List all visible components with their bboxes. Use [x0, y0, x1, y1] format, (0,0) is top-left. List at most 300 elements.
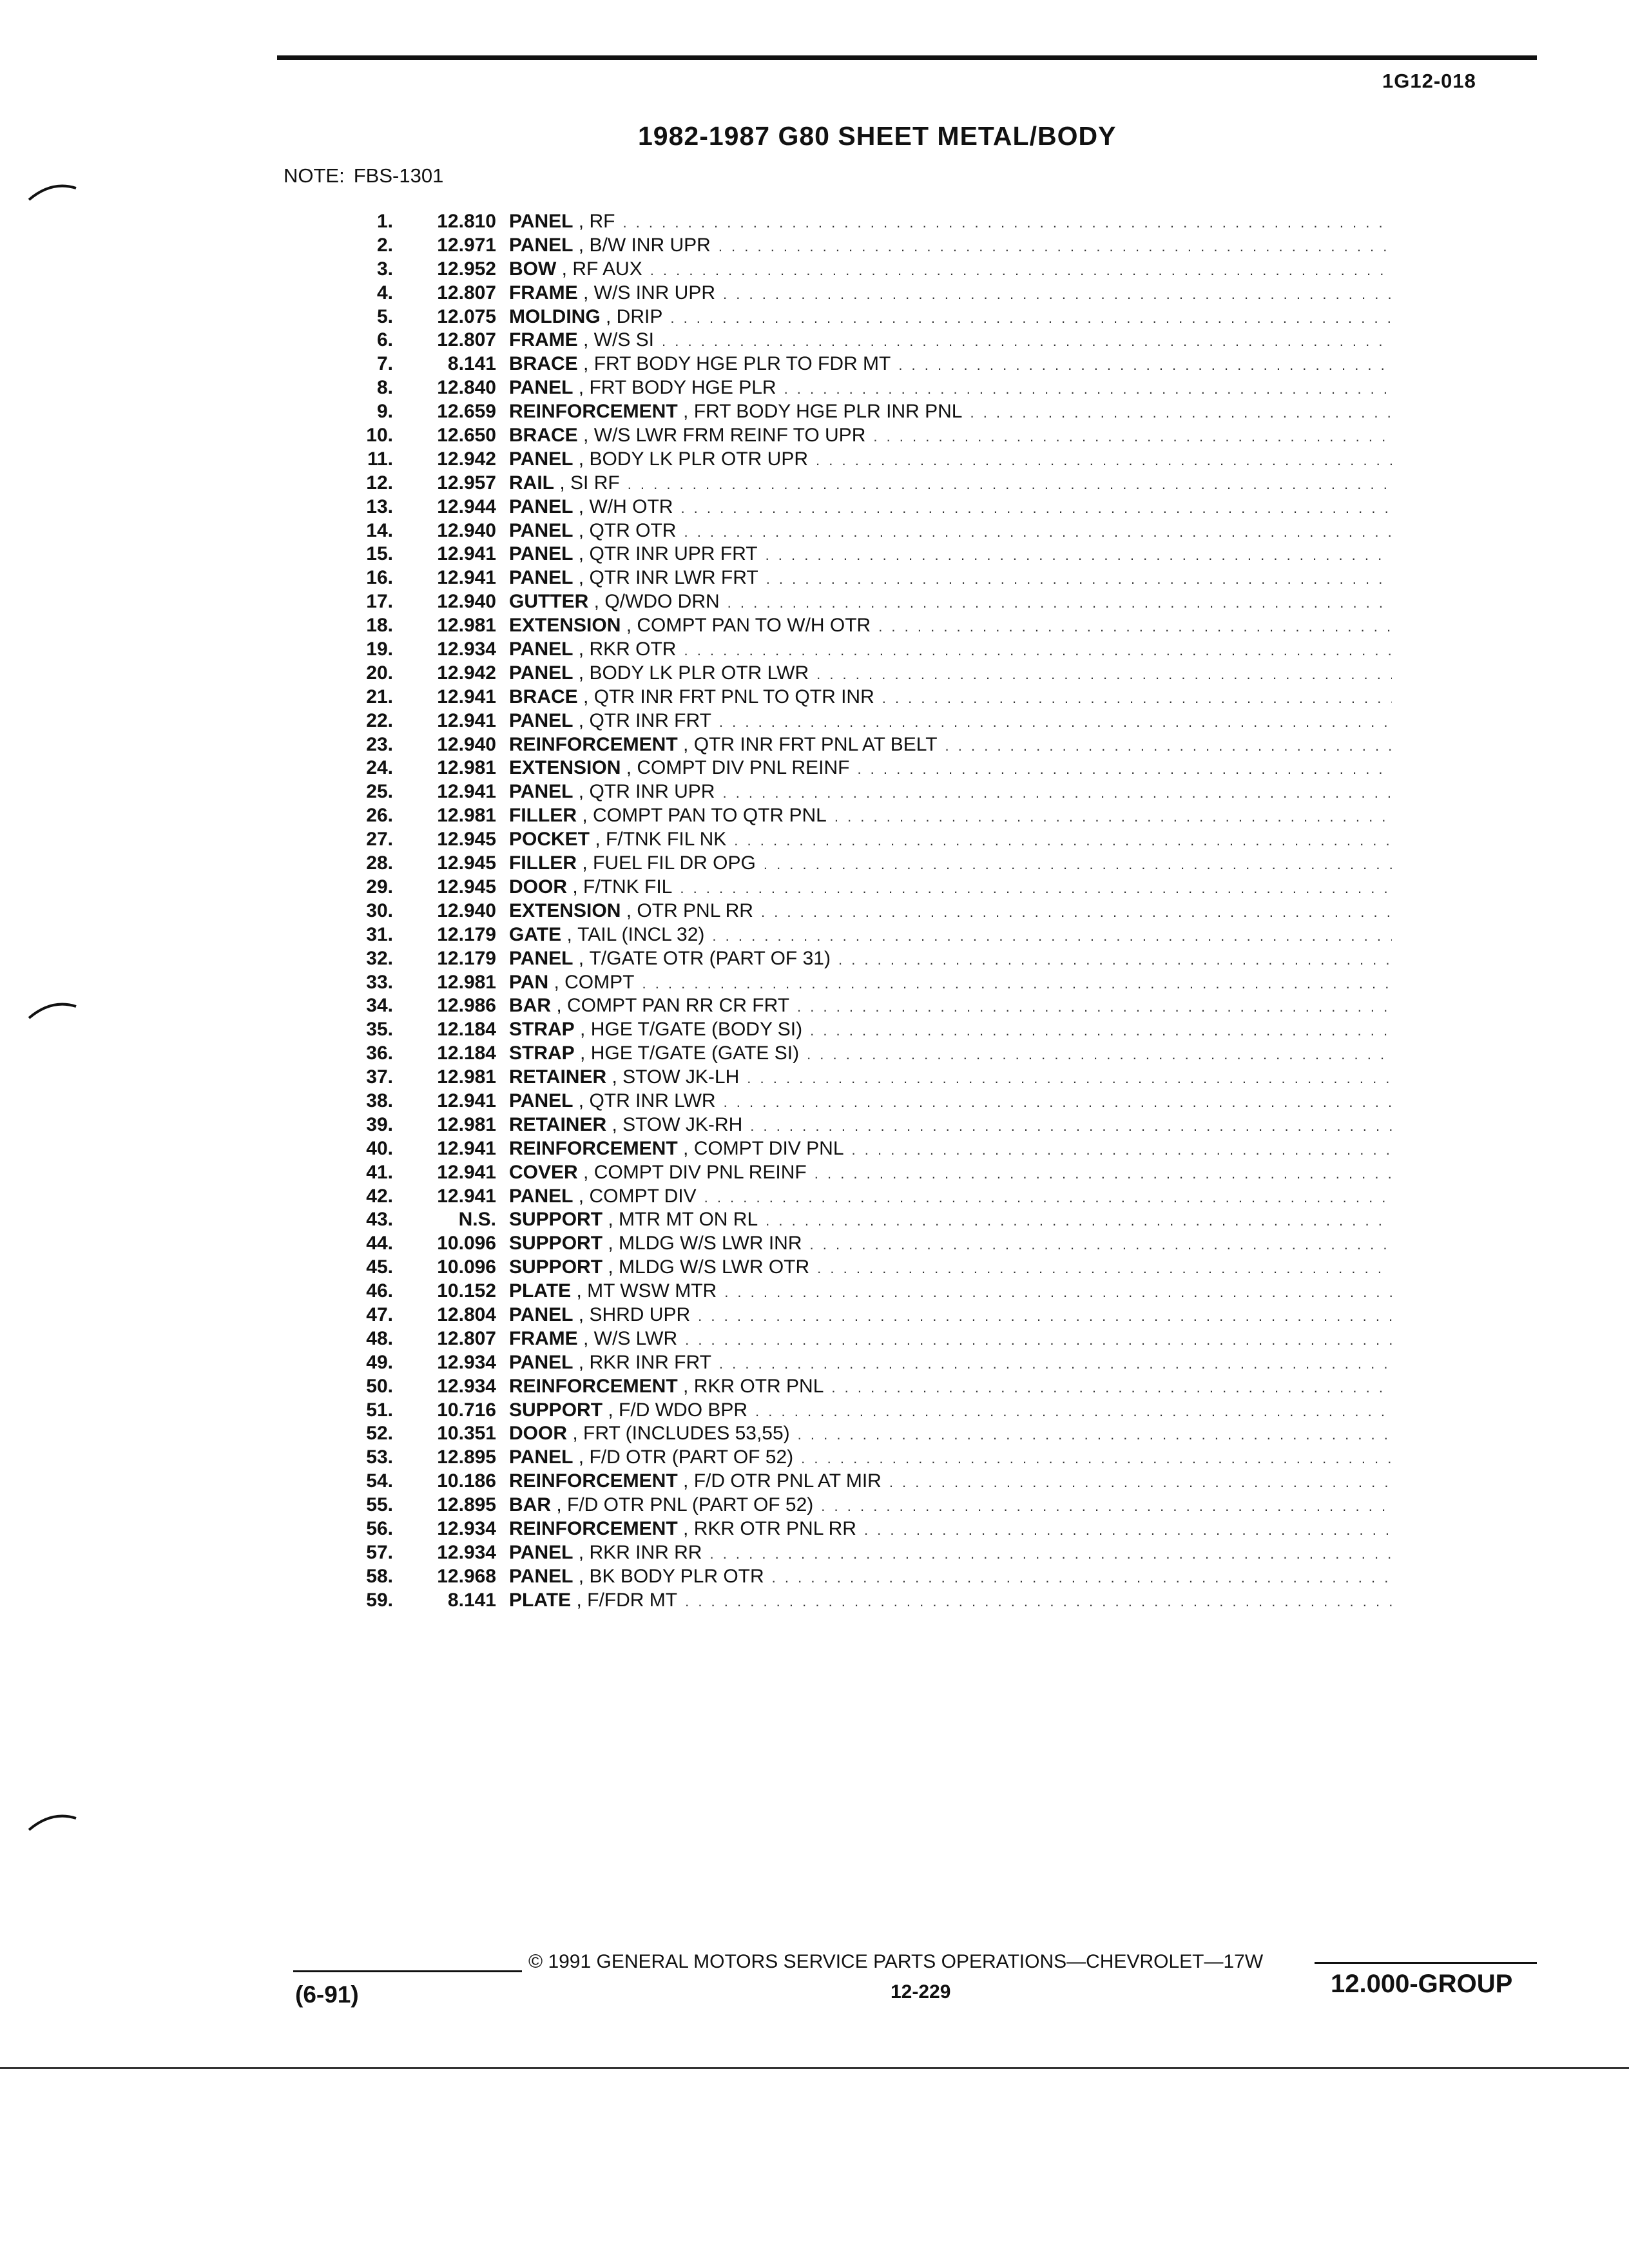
group-number: 12.895	[437, 1446, 496, 1468]
list-item	[335, 733, 1392, 757]
group-number: 12.981	[437, 1113, 496, 1135]
list-item	[335, 543, 1392, 566]
part-name: REINFORCEMENT	[509, 1470, 678, 1492]
item-number: 14.	[366, 519, 393, 541]
part-separator: ,	[574, 1043, 591, 1064]
group-number: 10.096	[437, 1256, 496, 1278]
group-number: 12.945	[437, 829, 496, 850]
part-description: F/TNK FIL NK	[606, 829, 727, 850]
list-item	[335, 1494, 1392, 1517]
part-description: W/S SI	[593, 329, 655, 351]
list-item	[335, 566, 1392, 590]
part-separator: ,	[573, 448, 590, 470]
part-separator: ,	[561, 923, 578, 945]
group-number: 10.152	[437, 1280, 496, 1302]
part-description: COMPT PAN TO W/H OTR	[637, 615, 871, 637]
item-number: 35.	[366, 1019, 393, 1041]
group-number: 12.941	[437, 567, 496, 589]
dot-leader	[816, 663, 1392, 686]
part-description: Q/WDO DRN	[604, 591, 720, 613]
dot-leader	[784, 378, 1392, 400]
part-name: FRAME	[509, 329, 578, 351]
group-number: 10.186	[437, 1470, 496, 1492]
part-separator: ,	[571, 1280, 588, 1302]
group-number: 12.941	[437, 1161, 496, 1183]
part-separator: ,	[573, 211, 590, 232]
item-number: 56.	[366, 1517, 393, 1539]
part-separator: ,	[573, 1185, 590, 1207]
part-separator: ,	[606, 1113, 623, 1135]
item-number: 31.	[366, 923, 393, 945]
part-description: STOW JK-RH	[622, 1113, 743, 1135]
part-description: COMPT	[564, 971, 635, 993]
part-separator: ,	[588, 591, 605, 613]
group-number: 12.981	[437, 757, 496, 779]
part-description: F/FDR MT	[587, 1589, 678, 1611]
part-name: GATE	[509, 923, 562, 945]
list-item	[335, 1256, 1392, 1280]
item-number: 16.	[366, 567, 393, 589]
list-item	[335, 1446, 1392, 1470]
group-number: N.S.	[458, 1209, 496, 1231]
part-description: F/D OTR PNL AT MIR	[693, 1470, 882, 1492]
part-name: RAIL	[509, 472, 554, 494]
part-separator: ,	[573, 1446, 590, 1468]
item-number: 5.	[376, 305, 393, 327]
part-separator: ,	[577, 1327, 594, 1349]
list-item	[335, 804, 1392, 828]
item-number: 23.	[366, 733, 393, 755]
group-number: 12.945	[437, 852, 496, 874]
part-separator: ,	[573, 567, 590, 589]
dot-leader	[889, 1471, 1392, 1494]
part-description: FRT (INCLUDES 53,55)	[583, 1423, 790, 1445]
item-number: 28.	[366, 852, 393, 874]
part-name: SUPPORT	[509, 1399, 603, 1421]
list-item	[335, 971, 1392, 995]
part-description: SI RF	[570, 472, 620, 494]
group-number: 12.940	[437, 519, 496, 541]
part-name: REINFORCEMENT	[509, 1517, 678, 1539]
item-number: 58.	[366, 1565, 393, 1587]
part-separator: ,	[621, 615, 637, 637]
item-number: 51.	[366, 1399, 393, 1421]
list-item	[335, 947, 1392, 971]
part-name: PANEL	[509, 519, 574, 541]
item-number: 6.	[376, 329, 393, 351]
item-number: 37.	[366, 1066, 393, 1088]
group-number: 12.940	[437, 591, 496, 613]
item-number: 13.	[366, 495, 393, 517]
dot-leader	[712, 925, 1392, 947]
part-description: COMPT DIV	[589, 1185, 697, 1207]
group-number: 12.971	[437, 234, 496, 256]
dot-leader	[734, 829, 1392, 852]
dot-leader	[698, 1305, 1392, 1327]
item-number: 9.	[376, 401, 393, 423]
note-label: NOTE:	[284, 164, 345, 187]
item-number: 33.	[366, 971, 393, 993]
part-name: PANEL	[509, 1541, 574, 1563]
dot-leader	[882, 687, 1392, 709]
group-number: 12.940	[437, 733, 496, 755]
dot-leader	[970, 401, 1392, 424]
group-number: 12.941	[437, 1137, 496, 1159]
part-name: PANEL	[509, 662, 574, 684]
group-number: 10.096	[437, 1233, 496, 1254]
item-number: 3.	[376, 258, 393, 280]
list-item	[335, 1208, 1392, 1232]
part-description: FUEL FIL DR OPG	[593, 852, 756, 874]
part-name: FRAME	[509, 1327, 578, 1349]
group-number: 10.351	[437, 1423, 496, 1445]
item-number: 59.	[366, 1589, 393, 1611]
group-number: 12.941	[437, 543, 496, 565]
dot-leader	[898, 354, 1392, 376]
dot-leader	[772, 1566, 1392, 1589]
item-number: 43.	[366, 1209, 393, 1231]
list-item	[335, 519, 1392, 543]
item-number: 12.	[366, 472, 393, 494]
group-number: 12.184	[437, 1043, 496, 1064]
item-number: 30.	[366, 899, 393, 921]
part-description: FRT BODY HGE PLR TO FDR MT	[593, 353, 891, 375]
part-name: EXTENSION	[509, 757, 621, 779]
item-number: 47.	[366, 1303, 393, 1325]
dot-leader	[766, 544, 1392, 566]
part-separator: ,	[573, 709, 590, 731]
group-number: 12.659	[437, 401, 496, 423]
dot-leader	[684, 521, 1392, 543]
dot-leader	[747, 1067, 1392, 1090]
item-number: 15.	[366, 543, 393, 565]
part-name: PANEL	[509, 781, 574, 803]
group-number: 12.981	[437, 1066, 496, 1088]
group-number: 8.141	[447, 353, 496, 375]
dot-leader	[680, 497, 1392, 519]
part-description: QTR INR UPR FRT	[589, 543, 758, 565]
part-separator: ,	[621, 899, 637, 921]
list-item	[335, 258, 1392, 282]
binder-hole-mark-icon	[26, 992, 77, 1031]
dot-leader	[817, 1257, 1392, 1280]
group-number: 12.810	[437, 211, 496, 232]
part-description: QTR OTR	[589, 519, 677, 541]
group-number: 12.804	[437, 1303, 496, 1325]
group-number: 12.986	[437, 995, 496, 1017]
item-number: 26.	[366, 805, 393, 827]
dot-leader	[815, 1162, 1392, 1185]
item-number: 50.	[366, 1375, 393, 1397]
part-description: HGE T/GATE (GATE SI)	[590, 1043, 800, 1064]
list-item	[335, 1327, 1392, 1351]
part-description: F/D WDO BPR	[619, 1399, 748, 1421]
dot-leader	[662, 330, 1392, 352]
part-separator: ,	[573, 543, 590, 565]
item-number: 24.	[366, 757, 393, 779]
list-item	[335, 662, 1392, 686]
part-separator: ,	[602, 1256, 619, 1278]
part-separator: ,	[577, 282, 594, 303]
parts-list	[335, 210, 1392, 1613]
item-number: 20.	[366, 662, 393, 684]
list-item	[335, 1113, 1392, 1137]
group-number: 12.941	[437, 686, 496, 707]
group-number: 12.840	[437, 377, 496, 399]
top-rule	[277, 55, 1537, 60]
part-description: MTR MT ON RL	[619, 1209, 758, 1231]
list-item	[335, 424, 1392, 448]
part-name: PANEL	[509, 1303, 574, 1325]
list-item	[335, 448, 1392, 472]
list-item	[335, 1018, 1392, 1042]
list-item	[335, 994, 1392, 1018]
group-number: 12.934	[437, 1375, 496, 1397]
dot-leader	[857, 758, 1392, 780]
list-item	[335, 1042, 1392, 1066]
part-separator: ,	[577, 353, 594, 375]
part-separator: ,	[577, 686, 594, 707]
item-number: 7.	[376, 353, 393, 375]
dot-leader	[728, 591, 1392, 614]
part-description: T/GATE OTR (PART OF 31)	[589, 947, 831, 969]
group-number: 8.141	[447, 1589, 496, 1611]
dot-leader	[684, 639, 1392, 662]
part-description: TAIL (INCL 32)	[577, 923, 705, 945]
group-number: 12.940	[437, 899, 496, 921]
list-item	[335, 1517, 1392, 1541]
part-name: PANEL	[509, 1351, 574, 1373]
list-item	[335, 472, 1392, 495]
part-name: POCKET	[509, 829, 590, 850]
part-name: FILLER	[509, 852, 577, 874]
list-item	[335, 756, 1392, 780]
part-name: PANEL	[509, 495, 574, 517]
list-item	[335, 923, 1392, 947]
list-item	[335, 1185, 1392, 1209]
dot-leader	[622, 211, 1392, 234]
part-name: MOLDING	[509, 305, 601, 327]
note-value: FBS-1301	[353, 164, 444, 187]
list-item	[335, 282, 1392, 305]
part-name: DOOR	[509, 1423, 567, 1445]
part-description: F/D OTR PNL (PART OF 52)	[567, 1494, 814, 1516]
dot-leader	[798, 1423, 1392, 1446]
part-description: BK BODY PLR OTR	[589, 1565, 764, 1587]
part-name: BOW	[509, 258, 557, 280]
part-name: EXTENSION	[509, 899, 621, 921]
dot-leader	[838, 948, 1392, 971]
dot-leader	[810, 1233, 1393, 1256]
item-number: 29.	[366, 876, 393, 898]
dot-leader	[722, 782, 1392, 804]
dot-leader	[831, 1376, 1392, 1399]
part-description: QTR INR FRT PNL TO QTR INR	[593, 686, 874, 707]
list-item	[335, 1090, 1392, 1113]
part-separator: ,	[567, 1423, 584, 1445]
part-name: PANEL	[509, 1446, 574, 1468]
part-separator: ,	[573, 1090, 590, 1111]
part-name: PANEL	[509, 234, 574, 256]
part-name: SUPPORT	[509, 1209, 603, 1231]
part-name: BRACE	[509, 686, 578, 707]
item-number: 1.	[376, 211, 393, 232]
footer-rule-left	[293, 1970, 522, 1972]
list-item	[335, 352, 1392, 376]
group-number: 12.981	[437, 615, 496, 637]
part-name: PANEL	[509, 211, 574, 232]
part-separator: ,	[677, 1517, 694, 1539]
group-number: 12.934	[437, 1541, 496, 1563]
item-number: 2.	[376, 234, 393, 256]
list-item	[335, 234, 1392, 258]
part-separator: ,	[677, 733, 694, 755]
group-number: 10.716	[437, 1399, 496, 1421]
item-number: 49.	[366, 1351, 393, 1373]
group-code: 12.000-GROUP	[1331, 1970, 1513, 1998]
part-separator: ,	[600, 305, 617, 327]
list-item	[335, 1375, 1392, 1399]
dot-leader	[704, 1186, 1392, 1209]
group-number: 12.941	[437, 1090, 496, 1111]
list-item	[335, 376, 1392, 400]
part-name: PANEL	[509, 377, 574, 399]
item-number: 53.	[366, 1446, 393, 1468]
part-description: DRIP	[616, 305, 663, 327]
part-name: BAR	[509, 1494, 551, 1516]
part-description: QTR INR FRT	[589, 709, 711, 731]
dot-leader	[723, 283, 1392, 305]
part-description: F/D OTR (PART OF 52)	[589, 1446, 794, 1468]
page-title: 1982-1987 G80 SHEET METAL/BODY	[638, 121, 1117, 151]
item-number: 21.	[366, 686, 393, 707]
part-separator: ,	[573, 947, 590, 969]
part-separator: ,	[573, 639, 590, 660]
item-number: 34.	[366, 995, 393, 1017]
part-separator: ,	[577, 805, 593, 827]
part-description: COMPT DIV PNL REINF	[593, 1161, 807, 1183]
list-item	[335, 305, 1392, 329]
part-name: PANEL	[509, 1565, 574, 1587]
group-number: 12.941	[437, 1185, 496, 1207]
part-description: F/TNK FIL	[583, 876, 673, 898]
part-separator: ,	[573, 662, 590, 684]
group-number: 12.934	[437, 1351, 496, 1373]
part-name: FRAME	[509, 282, 578, 303]
part-name: GUTTER	[509, 591, 589, 613]
part-name: PANEL	[509, 1185, 574, 1207]
part-separator: ,	[677, 1137, 694, 1159]
dot-leader	[724, 1091, 1392, 1113]
item-number: 22.	[366, 709, 393, 731]
part-description: W/S LWR FRM REINF TO UPR	[593, 425, 866, 447]
group-number: 12.650	[437, 425, 496, 447]
item-number: 40.	[366, 1137, 393, 1159]
part-separator: ,	[677, 1470, 694, 1492]
item-number: 38.	[366, 1090, 393, 1111]
part-description: QTR INR UPR	[589, 781, 715, 803]
part-name: PLATE	[509, 1280, 572, 1302]
dot-leader	[816, 449, 1392, 472]
part-name: PANEL	[509, 1090, 574, 1111]
part-name: FILLER	[509, 805, 577, 827]
part-separator: ,	[577, 852, 593, 874]
part-separator: ,	[621, 757, 637, 779]
part-separator: ,	[602, 1209, 619, 1231]
part-name: EXTENSION	[509, 615, 621, 637]
dot-leader	[670, 307, 1392, 329]
part-separator: ,	[554, 472, 571, 494]
list-item	[335, 1399, 1392, 1423]
list-item	[335, 1470, 1392, 1494]
list-item	[335, 852, 1392, 876]
group-number: 12.942	[437, 662, 496, 684]
item-number: 55.	[366, 1494, 393, 1516]
part-name: PANEL	[509, 448, 574, 470]
list-item	[335, 780, 1392, 804]
part-name: PANEL	[509, 567, 574, 589]
item-number: 44.	[366, 1233, 393, 1254]
list-item	[335, 614, 1392, 638]
group-number: 12.941	[437, 709, 496, 731]
part-description: W/S INR UPR	[593, 282, 716, 303]
revision-date: (6-91)	[295, 1981, 359, 2008]
dot-leader	[719, 711, 1392, 733]
part-description: RKR INR FRT	[589, 1351, 711, 1373]
dot-leader	[864, 1519, 1392, 1541]
part-separator: ,	[577, 1161, 594, 1183]
footer-rule-right	[1315, 1962, 1537, 1964]
dot-leader	[810, 1019, 1392, 1042]
dot-leader	[878, 615, 1392, 638]
item-number: 42.	[366, 1185, 393, 1207]
document-code: 1G12-018	[1382, 70, 1476, 92]
part-separator: ,	[573, 1565, 590, 1587]
group-number: 12.179	[437, 947, 496, 969]
dot-leader	[680, 877, 1392, 899]
part-name: REINFORCEMENT	[509, 1375, 678, 1397]
part-name: DOOR	[509, 876, 567, 898]
part-separator: ,	[548, 971, 565, 993]
part-name: PANEL	[509, 639, 574, 660]
part-separator: ,	[567, 876, 584, 898]
dot-leader	[807, 1043, 1392, 1066]
group-number: 12.981	[437, 805, 496, 827]
dot-leader	[834, 805, 1392, 828]
part-separator: ,	[551, 995, 568, 1017]
item-number: 11.	[367, 448, 393, 470]
dot-leader	[642, 972, 1392, 995]
list-item	[335, 1541, 1392, 1565]
dot-leader	[761, 901, 1392, 923]
part-separator: ,	[571, 1589, 588, 1611]
part-description: RKR OTR	[589, 639, 677, 660]
group-number: 12.941	[437, 781, 496, 803]
list-item	[335, 1589, 1392, 1613]
dot-leader	[718, 235, 1392, 258]
part-separator: ,	[606, 1066, 623, 1088]
dot-leader	[801, 1447, 1392, 1470]
part-description: MT WSW MTR	[587, 1280, 717, 1302]
part-description: COMPT PAN TO QTR PNL	[593, 805, 827, 827]
part-separator: ,	[573, 234, 590, 256]
part-name: PANEL	[509, 543, 574, 565]
part-separator: ,	[573, 495, 590, 517]
part-description: COMPT PAN RR CR FRT	[567, 995, 790, 1017]
part-separator: ,	[577, 425, 594, 447]
dot-leader	[766, 568, 1392, 590]
part-separator: ,	[590, 829, 606, 850]
